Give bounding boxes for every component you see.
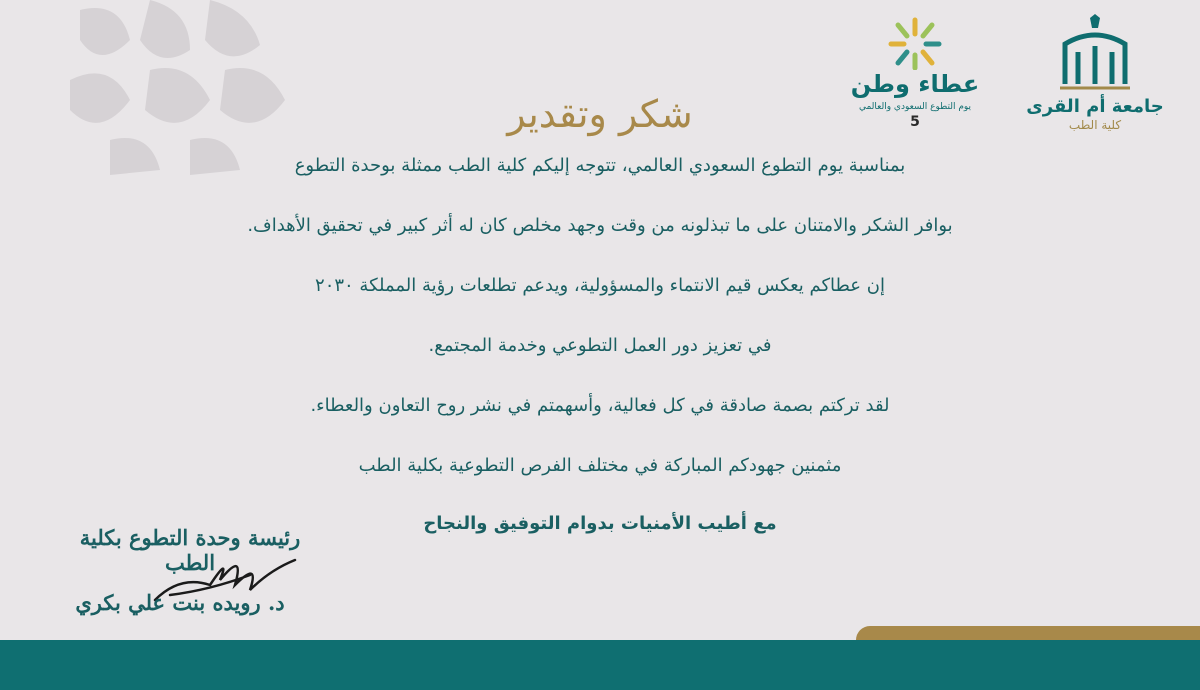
teal-footer-band <box>0 640 1200 690</box>
signatory-name: د. رويده بنت علي بكري <box>75 590 285 615</box>
university-emblem-icon <box>1020 14 1170 94</box>
page-title: شكر وتقدير <box>507 92 693 136</box>
body-line: في تعزيز دور العمل التطوعي وخدمة المجتمع. <box>428 335 772 356</box>
gold-footer-band <box>856 626 1200 640</box>
body-line: إن عطاكم يعكس قيم الانتماء والمسؤولية، ويدعم تطلعات رؤية المملكة ٢٠٣٠ <box>315 275 885 296</box>
university-name: جامعة أم القرى <box>1026 96 1164 117</box>
body-line: بمناسبة يوم التطوع السعودي العالمي، تتوجه إليكم كلية الطب ممثلة بوحدة التطوع <box>294 155 906 176</box>
ataa-number: 5 <box>910 114 920 130</box>
body-line: لقد تركتم بصمة صادقة في كل فعالية، وأسهمتم في نشر روح التعاون والعطاء. <box>310 395 890 416</box>
body-line: مثمنين جهودكم المباركة في مختلف الفرص التطوعية بكلية الطب <box>358 455 842 476</box>
college-name: كلية الطب <box>1068 118 1122 132</box>
body-line: بوافر الشكر والامتنان على ما تبذلونه من وقت وجهد مخلص كان له أثر كبير في تحقيق الأهداف. <box>247 215 953 236</box>
geometric-pattern-decoration <box>60 0 310 175</box>
ataa-burst-icon <box>850 14 980 70</box>
closing-line: مع أطيب الأمنيات بدوام التوفيق والنجاح <box>423 513 777 534</box>
ataa-title: عطاء وطن <box>850 70 980 98</box>
ataa-subtitle: يوم التطوع السعودي والعالمي <box>858 102 972 112</box>
signatory-title: رئيسة وحدة التطوع بكلية الطب <box>79 525 301 575</box>
